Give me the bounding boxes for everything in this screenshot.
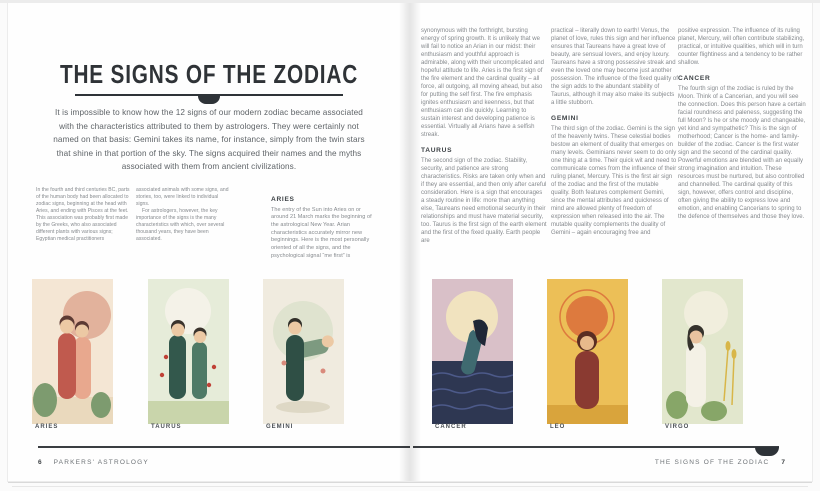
illustration-label-virgo: VIRGO: [665, 424, 690, 430]
illustration-label-gemini: GEMINI: [266, 424, 294, 430]
paragraph: The third sign of the zodiac. Gemini is the sign of the heavenly twins. These celestial bodies bestow an element of duality that emerges on many levels. Geminians never seem to do only one thing at a time. Their quick wit and need to communicate comes from the influence of their ruling planet, Mercury. This is the first air sign of the zodiac and the first of the mutable quality. Both features complement Gemini, since the mental attributes and quickness of mind are allowed plenty of freedom of expression when released into the air. The mutable quality complements the duality of Gemini – again encouraging free and: [551, 125, 677, 236]
illustration-label-aries: ARIES: [35, 424, 59, 430]
body-column-3: [421, 28, 547, 245]
paragraph: associated animals with some signs, and stories, too, were linked to individual signs.: [136, 187, 229, 207]
open-book: [8, 3, 812, 481]
footer-left: [38, 459, 149, 466]
illustration-label-leo: LEO: [550, 424, 566, 430]
gemini-illustration: [263, 279, 344, 424]
aries-artwork: [32, 279, 113, 424]
paragraph: The entry of the Sun into Aries on or around 21 March marks the beginning of the astrological New Year. Arian characteristics accurately mirror new beginnings. Here is the most personally oriented of all the signs, and the psychological signal “me first” is: [271, 206, 372, 259]
body-column-1: [36, 187, 133, 243]
paragraph: The fourth sign of the zodiac is ruled by the Moon. Think of a Cancerian, and you will see the connection. Does this person have a certain facial roundness and paleness, suggesting the full Moon? Is he or she moody and changeable, yet kind and sympathetic? This is the sign of motherhood; Cancer is the home- and family-builder of the zodiac. Cancer is the first water sign and the second of the cardinal quality. Powerful emotions are blended with an equally strong imagination and intuition. These resources must be nurtured, but also controlled and channelled. The cardinal quality of this sign, however, offers control and discipline, often giving the ability to express love and emotion, and enabling Cancerians to spring to the defence of themselves and those they love.: [678, 86, 806, 220]
gemini-heading: GEMINI: [551, 114, 579, 122]
footer-rule-ornament: [755, 447, 779, 456]
title-divider-ornament: [198, 96, 220, 104]
intro-paragraph: It is impossible to know how the 12 signs of our modern zodiac became associated with the characteristics attributed to them by astrologers. They were certainly not named on that basis: Gemini takes its name, for instance, simply from the twin stars that shine in that portion of the sky. The signs acquired their names and the myths associated with them from ancient civilizations.: [53, 108, 365, 172]
body-column-5: [678, 28, 806, 222]
page-stack-edge: [12, 486, 808, 487]
body-column-2: [136, 187, 233, 243]
running-head: THE SIGNS OF THE ZODIAC: [654, 459, 770, 466]
paragraph: practical – literally down to earth! Venus, the planet of love, rules this sign and her influence ensures that Taureans have a great love of beauty, are sensual lovers, and enjoy luxury. Taureans have a strong possessive streak and even the loved one may become just another possession. The influence of the fixed quality of the sign adds to the abundant stability of Taurus, although it may also make its subjects a little stubborn.: [551, 28, 678, 106]
page-number: 7: [781, 459, 785, 466]
page-right: [410, 3, 812, 481]
book-gutter-shadow: [399, 3, 421, 481]
paragraph: The second sign of the zodiac. Stability, security, and patience are strong characteristics. Risks are taken only when and if they are essential, and then only after careful consideration. Here is a sign that encourages a steady routine in life: more than anything else, Taureans need emotional security in their relationships and must have material security, too. Taurus is the first sign of the earth element and the first of the fixed quality. Earth people are: [421, 157, 547, 244]
virgo-artwork: [662, 279, 743, 424]
cancer-artwork: [432, 279, 513, 424]
paragraph: synonymous with the forthright, bursting energy of spring growth. It is unlikely that we will fail to notice an Arian in our midst: their enthusiasm and youthful approach is admirable, along with their uncomplicated and hopeful attitude to life. Aries is the first sign of the fire element and the cardinal quality – all force, all outgoing, all moving ahead, but also for putting the self first. The fire emphasis ignites enthusiasm and keenness, but that enthusiasm can die quickly. Learning to sustain interest and developing patience is essential. Virtually all Arians have a selfish streak.: [421, 28, 544, 138]
virgo-illustration: [662, 279, 743, 424]
footer-rule-left: [38, 446, 410, 448]
body-column-aries: [271, 195, 379, 261]
page-stack-edge: [8, 482, 812, 483]
page-number: 6: [38, 459, 42, 466]
illustration-label-taurus: TAURUS: [151, 424, 182, 430]
running-head: PARKERS' ASTROLOGY: [53, 459, 149, 466]
illustration-label-cancer: CANCER: [435, 424, 467, 430]
cancer-heading: CANCER: [678, 74, 711, 82]
leo-illustration: [547, 279, 628, 424]
paragraph: In the fourth and third centuries BC, parts of the human body had been allocated to zodiac signs, beginning at the head with Aries, and ending with Pisces at the feet. This association was probably first made by the Greeks, who also associated different plants with various signs; Egyptian medical practitioners: [36, 187, 130, 242]
taurus-illustration: [148, 279, 229, 424]
taurus-artwork: [148, 279, 229, 424]
taurus-heading: TAURUS: [421, 146, 453, 154]
aries-illustration: [32, 279, 113, 424]
footer-rule-right: [413, 446, 779, 448]
leo-artwork: [547, 279, 628, 424]
paragraph: For astrologers, however, the key importance of the signs is the many characteristics with which, over several thousand years, they have been associated.: [136, 208, 225, 242]
body-column-4: [551, 28, 678, 238]
cancer-illustration: [432, 279, 513, 424]
aries-heading: ARIES: [271, 196, 295, 203]
gemini-artwork: [263, 279, 344, 424]
page-title: THE SIGNS OF THE ZODIAC: [59, 59, 359, 89]
paragraph: positive expression. The influence of its ruling planet, Mercury, will often contribute stabilizing, practical, or intuitive qualities, which will in turn counter flightiness and a tendency to be rather shallow.: [678, 28, 805, 66]
page-left: [8, 3, 410, 481]
footer-right: [655, 459, 785, 466]
